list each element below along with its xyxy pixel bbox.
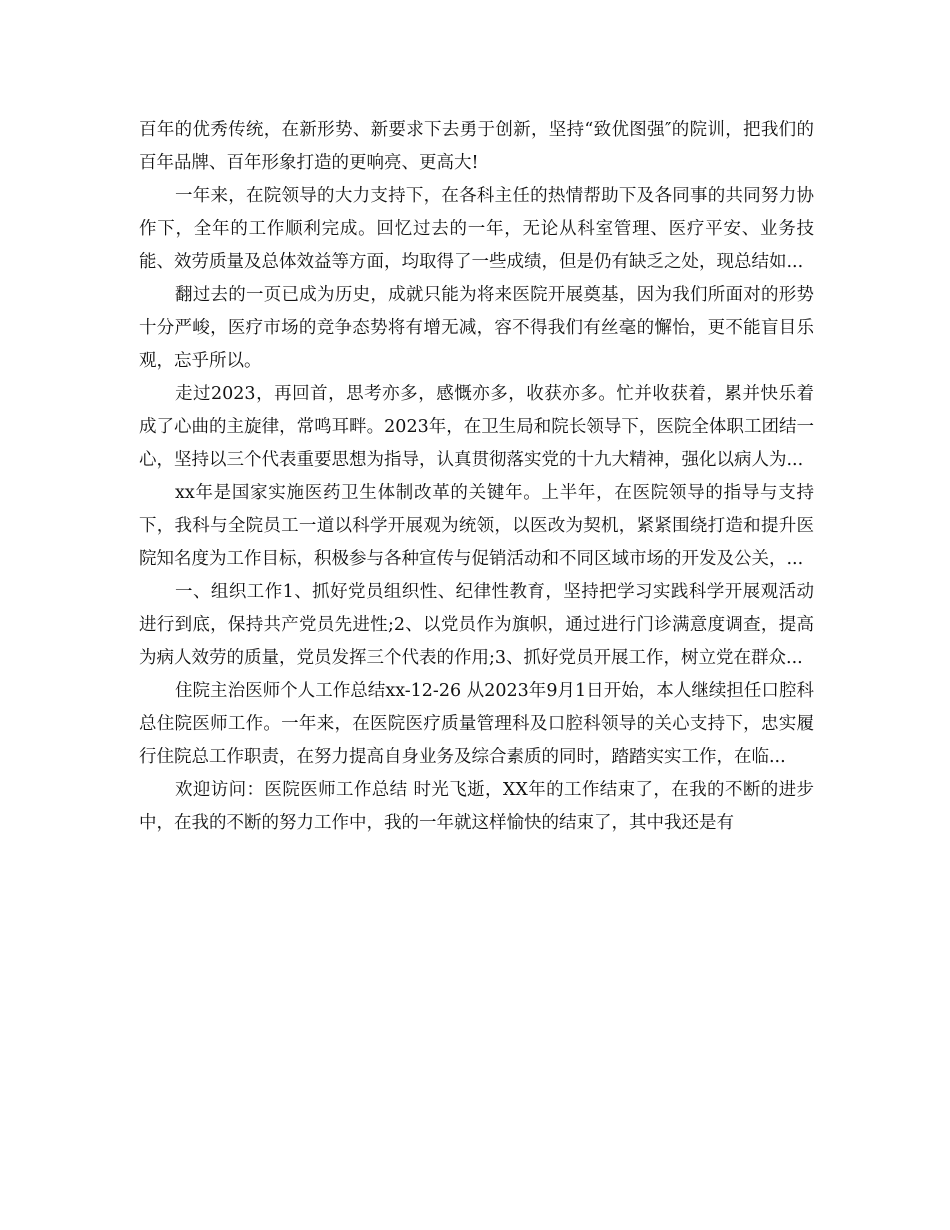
paragraph: 走过2023，再回首，思考亦多，感慨亦多，收获亦多。忙并收获着，累并快乐着成了心曲的主旋律，常鸣耳畔。2023年，在卫生局和院长领导下，医院全体职工团结一心，坚持以三个代表重要思想为指导，认真贯彻落实党的十九大精神，强化以病人为... bbox=[139, 384, 814, 470]
paragraph: 一年来，在院领导的大力支持下，在各科主任的热情帮助下及各同事的共同努力协作下，全年的工作顺利完成。回忆过去的一年，无论从科室管理、医疗平安、业务技能、效劳质量及总体效益等方面，均取得了一些成绩，但是仍有缺乏之处，现总结如... bbox=[139, 186, 814, 272]
document-body bbox=[139, 114, 814, 840]
paragraph: xx年是国家实施医药卫生体制改革的关键年。上半年，在医院领导的指导与支持下，我科与全院员工一道以科学开展观为统领，以医改为契机，紧紧围绕打造和提升医院知名度为工作目标，积极参与各种宣传与促销活动和不同区域市场的开发及公关，... bbox=[139, 483, 814, 569]
paragraph-continuation: 百年的优秀传统，在新形势、新要求下去勇于创新，坚持“致优图强″的院训，把我们的百年品牌、百年形象打造的更响亮、更高大! bbox=[139, 120, 814, 173]
paragraph: 欢迎访问：医院医师工作总结 时光飞逝，XX年的工作结束了，在我的不断的进步中，在我的不断的努力工作中，我的一年就这样愉快的结束了，其中我还是有 bbox=[139, 780, 814, 833]
paragraph: 住院主治医师个人工作总结xx-12-26 从2023年9月1日开始，本人继续担任口腔科总住院医师工作。一年来，在医院医疗质量管理科及口腔科领导的关心支持下，忠实履行住院总工作职责，在努力提高自身业务及综合素质的同时，踏踏实实工作，在临... bbox=[139, 681, 814, 767]
paragraph: 一、组织工作1、抓好党员组织性、纪律性教育，坚持把学习实践科学开展观活动进行到底，保持共产党员先进性;2、以党员作为旗帜，通过进行门诊满意度调查，提高为病人效劳的质量，党员发挥三个代表的作用;3、抓好党员开展工作，树立党在群众... bbox=[139, 582, 814, 668]
paragraph: 翻过去的一页已成为历史，成就只能为将来医院开展奠基，因为我们所面对的形势十分严峻，医疗市场的竞争态势将有增无减，容不得我们有丝毫的懈怡，更不能盲目乐观，忘乎所以。 bbox=[139, 285, 814, 371]
